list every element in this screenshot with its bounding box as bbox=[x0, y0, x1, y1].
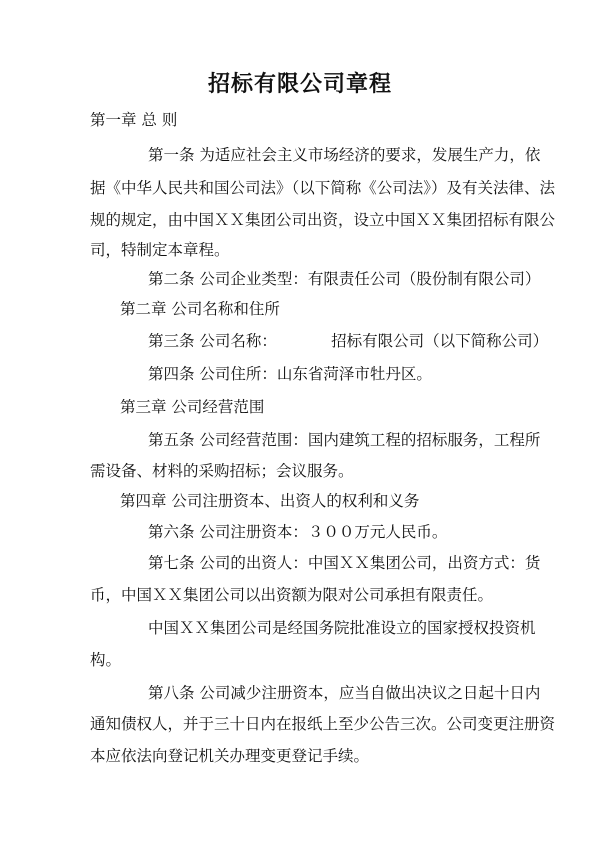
document-title: 招标有限公司章程 bbox=[207, 71, 392, 97]
paragraph-line: 第五条 公司经营范围：国内建筑工程的招标服务，工程所 bbox=[148, 431, 541, 449]
paragraph-line: 通知债权人，并于三十日内在报纸上至少公告三次。公司变更注册资 bbox=[90, 715, 556, 733]
paragraph-line: 第六条 公司注册资本：３００万元人民币。 bbox=[148, 523, 448, 541]
paragraph-line: 需设备、材料的采购招标；会议服务。 bbox=[90, 462, 354, 480]
chapter-heading: 第一章 总 则 bbox=[90, 111, 178, 129]
paragraph-line: 据《中华人民共和国公司法》（以下简称《公司法》）及有关法律、法 bbox=[90, 179, 556, 197]
paragraph-line: 规的规定，由中国ＸＸ集团公司出资，设立中国ＸＸ集团招标有限公 bbox=[90, 211, 556, 229]
chapter-heading: 第三章 公司经营范围 bbox=[120, 398, 265, 416]
paragraph-line: 本应依法向登记机关办理变更登记手续。 bbox=[90, 747, 370, 765]
paragraph-line: 第七条 公司的出资人：中国ＸＸ集团公司，出资方式：货 bbox=[148, 554, 541, 572]
paragraph-line: 第八条 公司减少注册资本，应当自做出决议之日起十日内 bbox=[148, 684, 541, 702]
paragraph-line: 币，中国ＸＸ集团公司以出资额为限对公司承担有限责任。 bbox=[90, 586, 494, 604]
chapter-heading: 第二章 公司名称和住所 bbox=[120, 300, 280, 318]
paragraph-line: 第二条 公司企业类型：有限责任公司（股份制有限公司） bbox=[148, 270, 541, 288]
paragraph-line: 第四条 公司住所：山东省菏泽市牡丹区。 bbox=[148, 365, 432, 383]
paragraph-line: 第三条 公司名称： 招标有限公司（以下简称公司） bbox=[148, 332, 549, 350]
paragraph-line: 构。 bbox=[90, 651, 122, 669]
paragraph-line: 第一条 为适应社会主义市场经济的要求，发展生产力，依 bbox=[148, 146, 541, 164]
paragraph-line: 中国ＸＸ集团公司是经国务院批准设立的国家授权投资机 bbox=[148, 619, 536, 637]
chapter-heading: 第四章 公司注册资本、出资人的权利和义务 bbox=[120, 492, 420, 510]
paragraph-line: 司，特制定本章程。 bbox=[90, 241, 230, 259]
